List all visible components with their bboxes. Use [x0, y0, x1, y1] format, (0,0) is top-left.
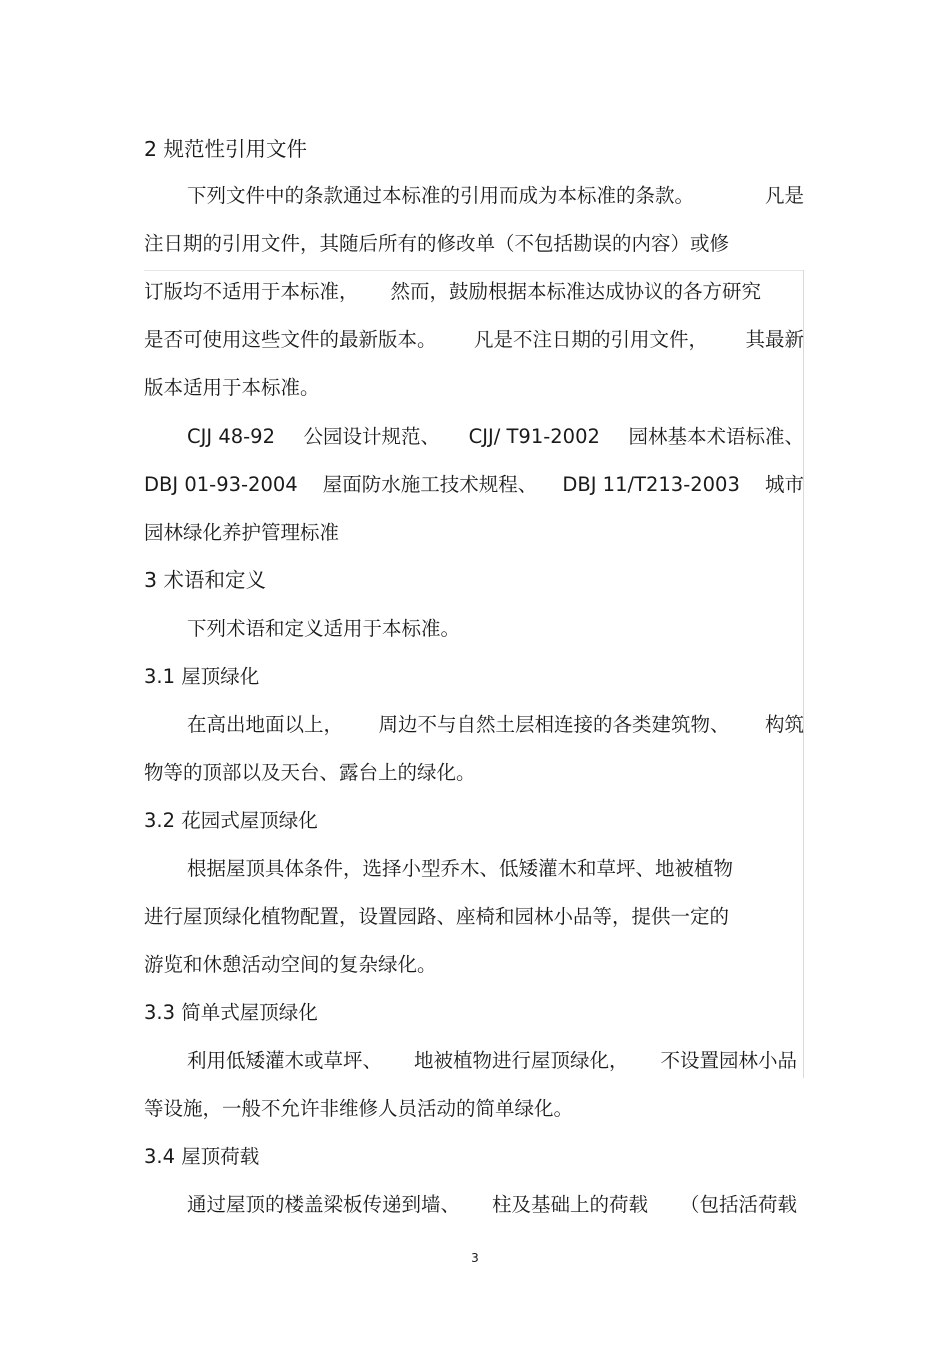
paragraph-line: 根据屋顶具体条件，选择小型乔木、低矮灌木和草坪、地被植物 [187, 857, 734, 880]
subsection-3-1-heading: 3.1 屋顶绿化 [144, 665, 260, 688]
reference-line: CJJ 48-92 公园设计规范、 CJJ/ T91-2002 园林基本术语标准、 [187, 425, 804, 448]
paragraph-line: 进行屋顶绿化植物配置，设置园路、座椅和园林小品等，提供一定的 [144, 905, 730, 928]
subsection-3-4-heading: 3.4 屋顶荷载 [144, 1145, 260, 1168]
scan-border-top [144, 270, 804, 271]
paragraph-line: 通过屋顶的楼盖梁板传递到墙、 柱及基础上的荷载 （包括活荷载 [187, 1193, 797, 1216]
paragraph-line: 版本适用于本标准。 [144, 376, 320, 399]
paragraph-line: 注日期的引用文件，其随后所有的修改单（不包括勘误的内容）或修 [144, 232, 730, 255]
section-3-intro: 下列术语和定义适用于本标准。 [187, 617, 461, 640]
subsection-3-3-heading: 3.3 简单式屋顶绿化 [144, 1001, 318, 1024]
paragraph-line: 物等的顶部以及天台、露台上的绿化。 [144, 761, 476, 784]
paragraph-line: 订版均不适用于本标准， 然而，鼓励根据本标准达成协议的各方研究 [144, 280, 762, 303]
paragraph-line: 游览和休憩活动空间的复杂绿化。 [144, 953, 437, 976]
paragraph-line: 在高出地面以上， 周边不与自然土层相连接的各类建筑物、 构筑 [187, 713, 804, 736]
subsection-3-2-heading: 3.2 花园式屋顶绿化 [144, 809, 318, 832]
section-3-heading: 3 术语和定义 [144, 568, 267, 592]
paragraph-line: 是否可使用这些文件的最新版本。 凡是不注日期的引用文件， 其最新 [144, 328, 804, 351]
reference-line: DBJ 01-93-2004 屋面防水施工技术规程、 DBJ 11/T213-2003 城市 [144, 473, 804, 496]
paragraph-line: 下列文件中的条款通过本标准的引用而成为本标准的条款。 凡是 [187, 184, 804, 207]
page-number: 3 [471, 1251, 479, 1265]
paragraph-line: 利用低矮灌木或草坪、 地被植物进行屋顶绿化， 不设置园林小品 [187, 1049, 797, 1072]
reference-line: 园林绿化养护管理标准 [144, 521, 340, 544]
paragraph-line: 等设施，一般不允许非维修人员活动的简单绿化。 [144, 1097, 574, 1120]
section-2-heading: 2 规范性引用文件 [144, 137, 308, 161]
